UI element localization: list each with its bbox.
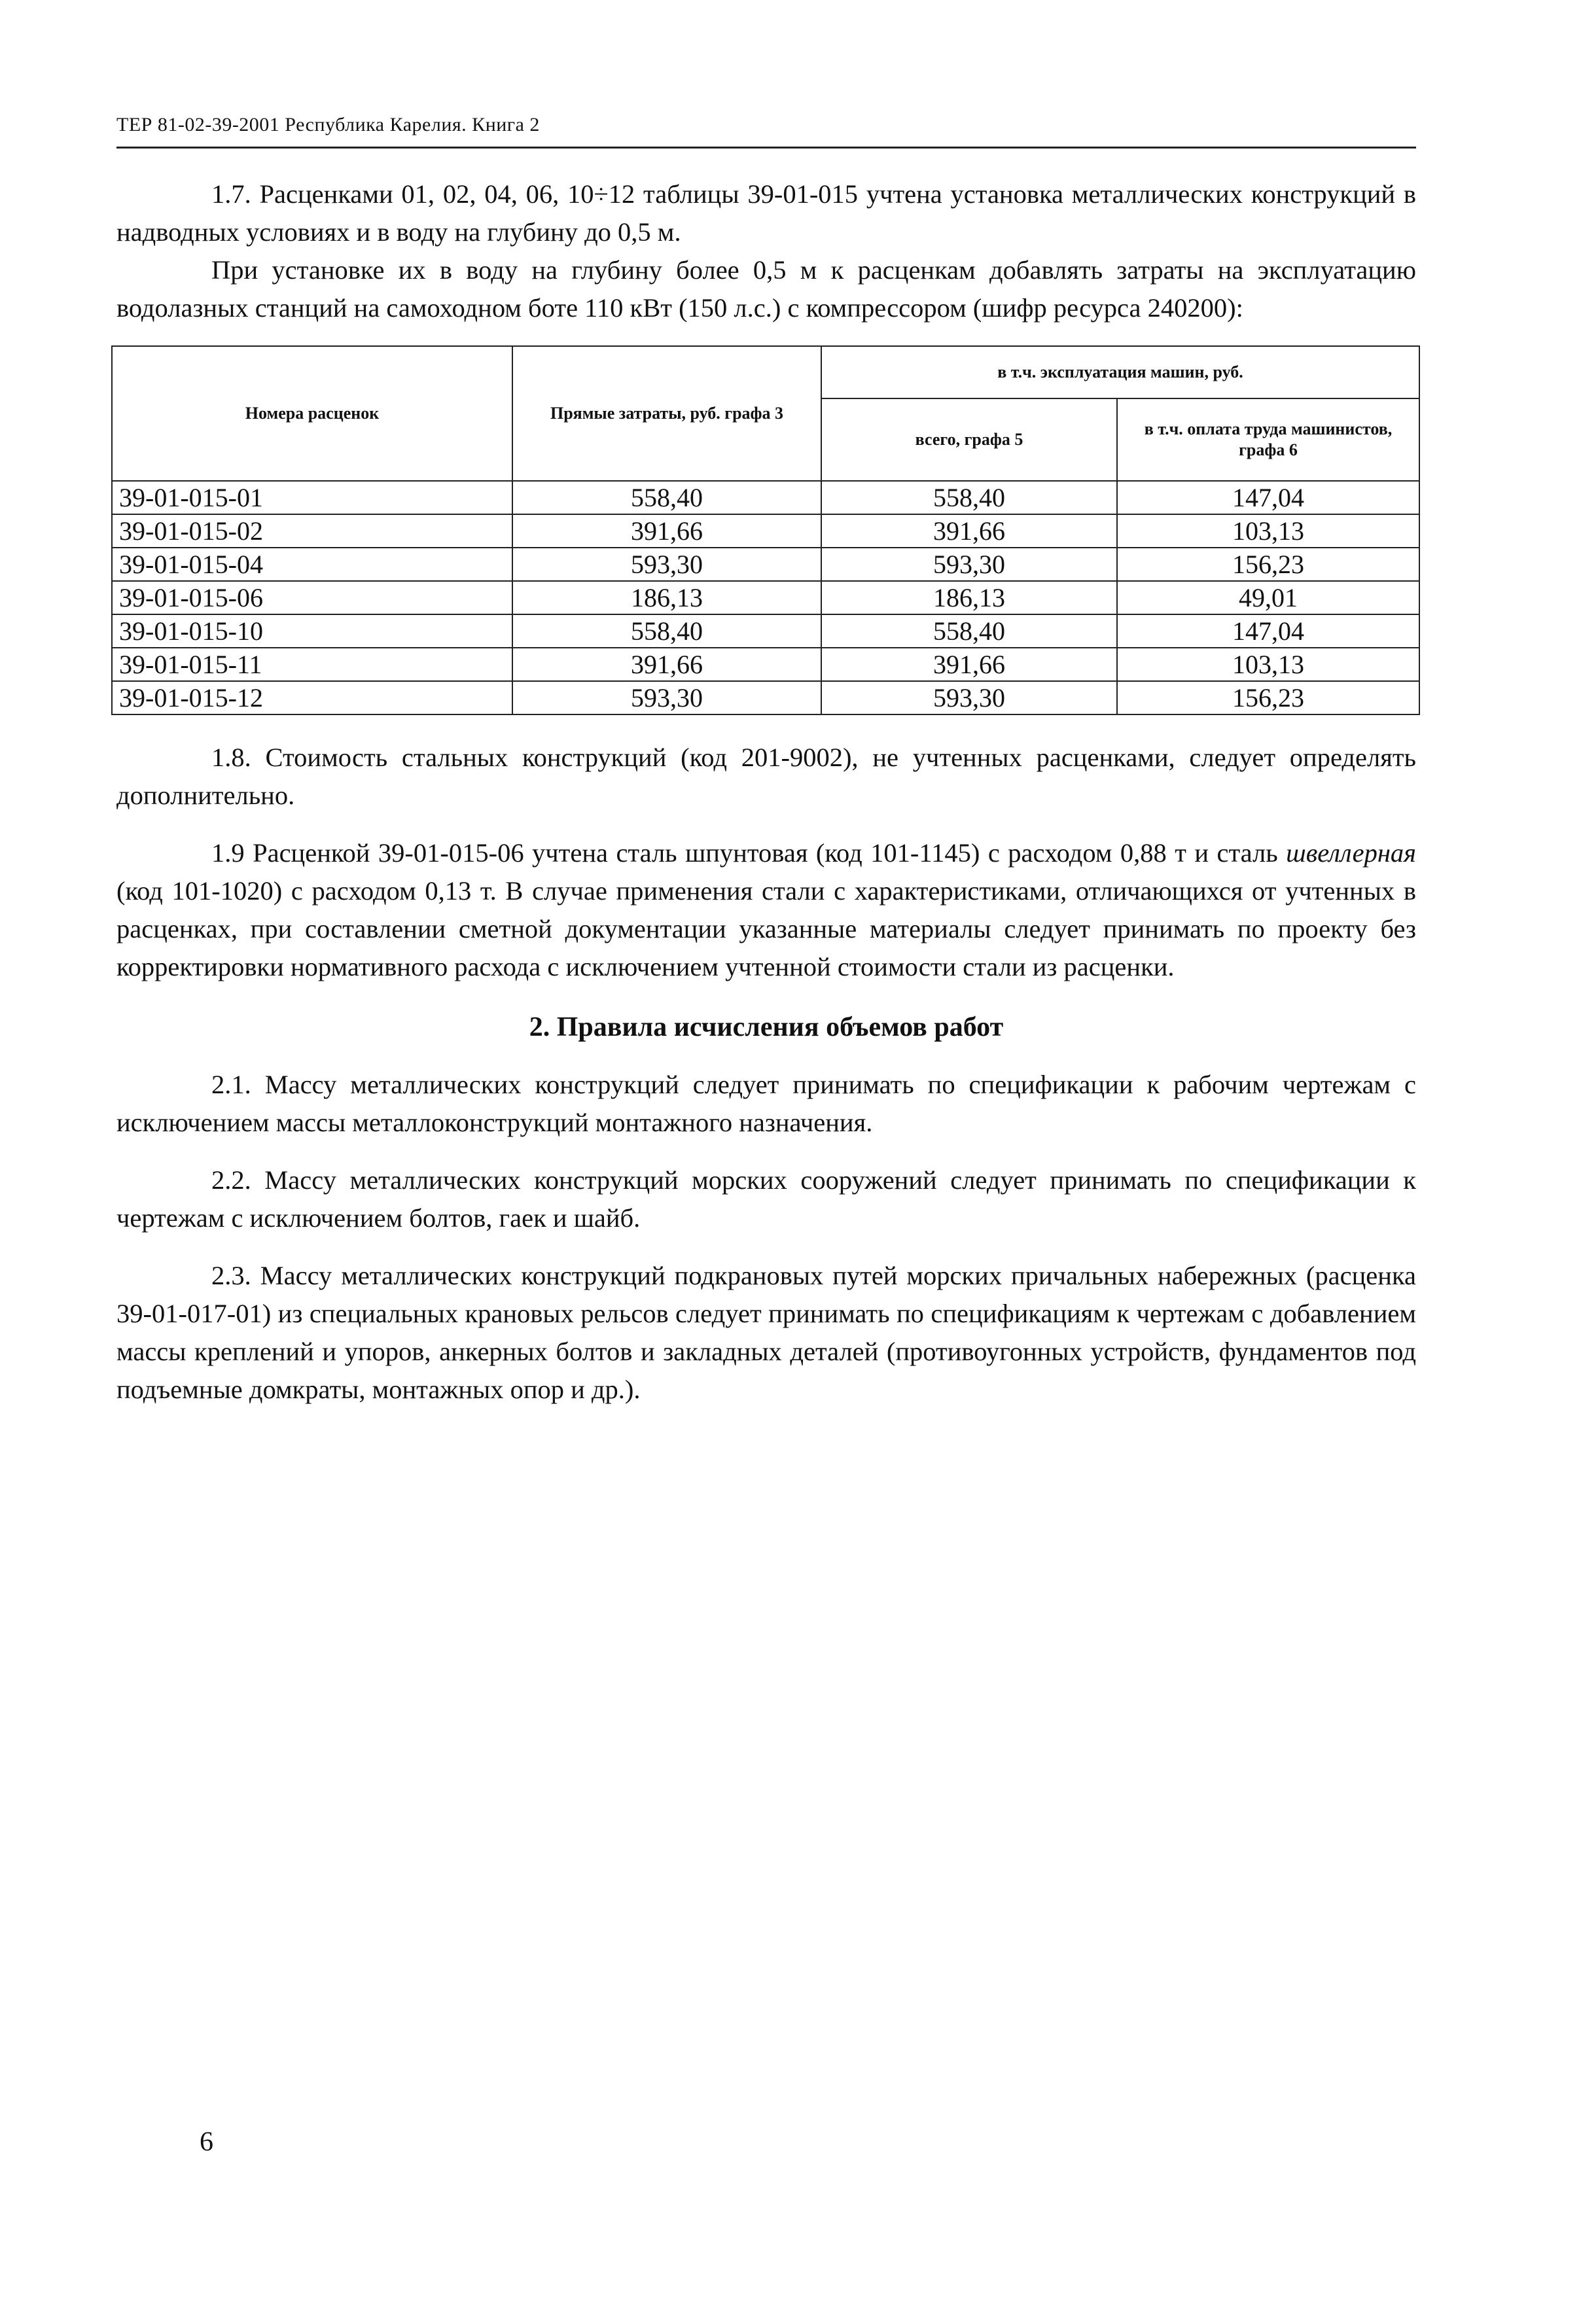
paragraph-2-1: 2.1. Массу металлических конструкций следует принимать по спецификации к рабочим чертежам с исключением массы металлоконструкций монтажного назначения.	[116, 1070, 1416, 1137]
paragraph-1-8: 1.8. Стоимость стальных конструкций (код 201-9002), не учтенных расценками, следует определять дополнительно.	[116, 743, 1416, 810]
cell-direct: 558,40	[512, 481, 821, 514]
cell-direct: 593,30	[512, 548, 821, 581]
cell-code: 39-01-015-06	[112, 581, 512, 614]
header-machines-operators: в т.ч. оплата труда машинистов, графа 6	[1117, 398, 1419, 481]
rates-table	[111, 345, 1420, 715]
cell-operators: 49,01	[1117, 581, 1419, 614]
paragraph-1-7: 1.7. Расценками 01, 02, 04, 06, 10÷12 таблицы 39-01-015 учтена установка металлических конструкций в надводных условиях и в воду на глубину до 0,5 м.	[116, 179, 1416, 247]
cell-direct: 593,30	[512, 681, 821, 714]
table-row	[112, 514, 1419, 548]
paragraph-1-9-end: (код 101-1020) с расходом 0,13 т. В случае применения стали с характеристиками, отличающихся от учтенных в расценках, при составлении сметной документации указанные материалы следует принимать по проекту без корректировки нормативного расхода с исключением учтенной стоимости стали из расценки.	[116, 876, 1416, 981]
cell-code: 39-01-015-12	[112, 681, 512, 714]
cell-operators: 103,13	[1117, 648, 1419, 681]
cell-code: 39-01-015-10	[112, 614, 512, 648]
cell-code: 39-01-015-02	[112, 514, 512, 548]
table-row	[112, 548, 1419, 581]
header-machines-group: в т.ч. эксплуатация машин, руб.	[821, 346, 1419, 398]
header-code: Номера расценок	[112, 346, 512, 481]
running-header	[116, 114, 1416, 149]
cell-total: 593,30	[821, 681, 1117, 714]
paragraph-1-9	[116, 834, 1416, 986]
cell-code: 39-01-015-11	[112, 648, 512, 681]
cell-operators: 156,23	[1117, 548, 1419, 581]
paragraph-1-9-start: 1.9 Расценкой 39-01-015-06 учтена сталь шпунтовая (код 101-1145) с расходом 0,88 т и сталь	[211, 838, 1287, 868]
cell-direct: 391,66	[512, 514, 821, 548]
section-2-title: 2. Правила исчисления объемов работ	[529, 1012, 1004, 1042]
document-body	[116, 175, 1416, 1409]
paragraph-2-3: 2.3. Массу металлических конструкций подкрановых путей морских причальных набережных (расценка 39-01-017-01) из специальных крановых рельсов следует принимать по спецификациям к чертежам с добавлением массы креплений и упоров, анкерных болтов и закладных деталей (противоугонных устройств, фундаментов под подъемные домкраты, монтажных опор и др.).	[116, 1261, 1416, 1404]
table-row	[112, 481, 1419, 514]
cell-total: 391,66	[821, 648, 1117, 681]
cell-operators: 103,13	[1117, 514, 1419, 548]
table-row	[112, 681, 1419, 714]
cell-total: 593,30	[821, 548, 1117, 581]
cell-code: 39-01-015-01	[112, 481, 512, 514]
cell-direct: 186,13	[512, 581, 821, 614]
cell-operators: 147,04	[1117, 614, 1419, 648]
cell-operators: 147,04	[1117, 481, 1419, 514]
cell-direct: 558,40	[512, 614, 821, 648]
header-direct-costs: Прямые затраты, руб. графа 3	[512, 346, 821, 481]
cell-code: 39-01-015-04	[112, 548, 512, 581]
cell-total: 558,40	[821, 481, 1117, 514]
header-machines-total: всего, графа 5	[821, 398, 1117, 481]
table-row	[112, 581, 1419, 614]
cell-operators: 156,23	[1117, 681, 1419, 714]
cell-total: 558,40	[821, 614, 1117, 648]
running-title: ТЕР 81-02-39-2001 Республика Карелия. Книга 2	[116, 114, 540, 135]
table-row	[112, 648, 1419, 681]
cell-direct: 391,66	[512, 648, 821, 681]
paragraph-1-9-italic-word: швеллерная	[1286, 838, 1416, 868]
cell-total: 186,13	[821, 581, 1117, 614]
paragraph-1-7-continued: При установке их в воду на глубину более 0,5 м к расценкам добавлять затраты на эксплуатацию водолазных станций на самоходном боте 110 кВт (150 л.с.) с компрессором (шифр ресурса 240200):	[116, 255, 1416, 323]
table-row	[112, 614, 1419, 648]
cell-total: 391,66	[821, 514, 1117, 548]
page-number: 6	[200, 2127, 213, 2157]
paragraph-2-2: 2.2. Массу металлических конструкций морских сооружений следует принимать по спецификации к чертежам с исключением болтов, гаек и шайб.	[116, 1165, 1416, 1233]
